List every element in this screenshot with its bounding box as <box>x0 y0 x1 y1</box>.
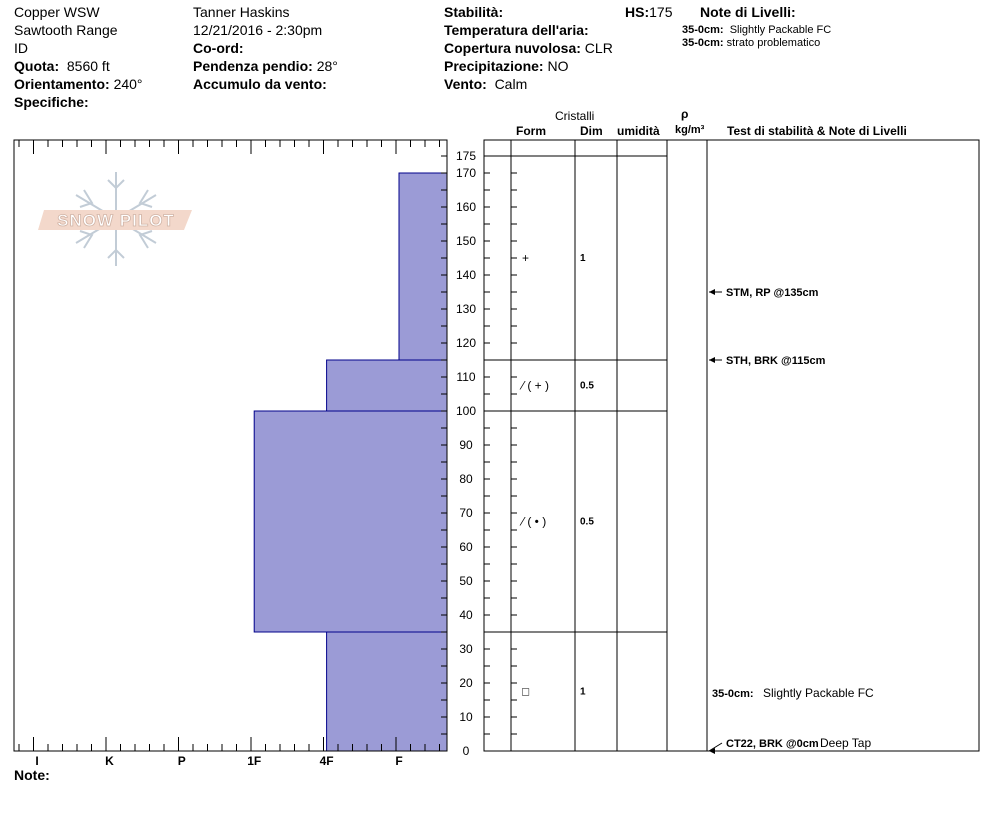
hardness-tick-label: F <box>395 754 403 768</box>
hardness-bar <box>327 360 447 411</box>
test-pointer <box>709 743 722 751</box>
precip-value: NO <box>547 58 569 74</box>
slope-label: Pendenza pendio: <box>193 58 313 74</box>
layer-dim: 0.5 <box>580 516 594 528</box>
depth-tick-label: 20 <box>459 676 473 690</box>
depth-tick-label: 10 <box>459 710 473 724</box>
depth-tick-label: 80 <box>459 472 473 486</box>
air-temp-label: Temperatura dell'aria: <box>444 22 589 38</box>
layer-table-frame <box>484 140 979 751</box>
crystals-header: Cristalli <box>555 109 595 123</box>
arrow-icon <box>709 357 715 363</box>
wind-loading-label: Accumulo da vento: <box>193 76 327 92</box>
layer-note-depth: 35-0cm: <box>682 24 724 36</box>
depth-tick-label: 160 <box>455 200 477 214</box>
coord-label: Co-ord: <box>193 40 244 56</box>
depth-tick-label: 0 <box>462 744 470 758</box>
id-label: ID <box>14 40 28 56</box>
depth-tick-label: 175 <box>455 149 477 163</box>
arrow-icon <box>709 289 715 295</box>
depth-tick-label: 50 <box>459 574 473 588</box>
decomposing-fragments-icon: ⁄ ( + ) <box>522 378 550 393</box>
depth-tick-label: 40 <box>459 608 473 622</box>
depth-tick-label: 120 <box>455 336 477 350</box>
depth-tick-label: 140 <box>455 268 477 282</box>
layer-notes-label: Note di Livelli: <box>700 4 796 20</box>
depth-tick-label: 170 <box>455 166 477 180</box>
form-header: Form <box>516 124 546 138</box>
test-label: CT22, BRK @0cm <box>726 738 819 750</box>
observation-datetime: 12/21/2016 - 2:30pm <box>193 22 323 38</box>
mountain-range: Sawtooth Range <box>14 22 118 38</box>
specifics-label: Specifiche: <box>14 94 89 110</box>
slope-value: 28° <box>316 58 338 74</box>
tests-notes-header: Test di stabilità & Note di Livelli <box>727 124 907 138</box>
stability-tests <box>709 287 874 754</box>
depth-tick-label: 150 <box>455 234 477 248</box>
hardness-tick-label: K <box>105 754 114 768</box>
hardness-tick-label: 1F <box>247 754 262 768</box>
depth-tick-label: 110 <box>456 370 476 384</box>
depth-tick-label: 90 <box>459 438 473 452</box>
layer-dim: 0.5 <box>580 380 594 392</box>
aspect-value: 240° <box>113 76 143 92</box>
wind-value: Calm <box>494 76 528 92</box>
observer-name: Tanner Haskins <box>193 4 290 20</box>
precipitation-particles-icon: + <box>522 251 530 265</box>
stability-label: Stabilità: <box>444 4 504 20</box>
wind-label: Vento: <box>444 76 487 92</box>
layer-dim: 1 <box>580 253 586 264</box>
aspect-label: Orientamento: <box>14 76 110 92</box>
rho-header: ρ <box>681 107 689 121</box>
depth-tick-label: 130 <box>455 302 477 316</box>
hs-label: HS: <box>625 4 650 20</box>
layer-note-text: strato problematico <box>726 37 821 49</box>
hardness-bar <box>399 173 447 360</box>
depth-tick-label: 100 <box>455 404 477 418</box>
test-label: STM, RP @135cm <box>726 287 819 299</box>
hs-value: 175 <box>649 4 673 20</box>
hardness-tick-label: P <box>177 754 186 768</box>
test-label: STH, BRK @115cm <box>726 355 826 367</box>
depth-tick-label: 70 <box>459 506 473 520</box>
density-unit-header: kg/m³ <box>675 124 705 136</box>
logo-text: SNOW PILOT <box>57 211 175 230</box>
depth-tick-label: 60 <box>459 540 473 554</box>
dim-header: Dim <box>580 124 603 138</box>
hardness-bar <box>254 411 447 632</box>
snowpilot-logo <box>38 172 192 266</box>
side-note-text: Slightly Packable FC <box>763 686 874 701</box>
layer-table <box>484 140 979 751</box>
precip-label: Precipitazione: <box>444 58 544 74</box>
side-note-depth: 35-0cm: <box>712 688 754 701</box>
elevation-label: Quota: <box>14 58 60 74</box>
hardness-profile <box>254 173 447 751</box>
location-name: Copper WSW <box>14 4 100 20</box>
decomposing-rounded-icon: ⁄ ( • ) <box>522 514 547 529</box>
moisture-header: umidità <box>617 124 660 138</box>
hardness-bar <box>327 632 447 751</box>
elevation-value: 8560 ft <box>66 58 110 74</box>
cloud-value: CLR <box>584 40 613 56</box>
layer-dim: 1 <box>580 686 586 698</box>
cloud-label: Copertura nuvolosa: <box>444 40 581 56</box>
faceted-crystals-icon: □ <box>522 684 530 699</box>
layer-note-text: Slightly Packable FC <box>729 24 832 36</box>
hardness-tick-label: I <box>35 754 39 768</box>
hardness-tick-label: 4F <box>319 754 334 768</box>
test-note: Deep Tap <box>820 736 872 750</box>
depth-tick-label: 30 <box>459 642 473 656</box>
layer-note-depth: 35-0cm: <box>682 37 724 49</box>
notes-label: Note: <box>14 767 50 783</box>
